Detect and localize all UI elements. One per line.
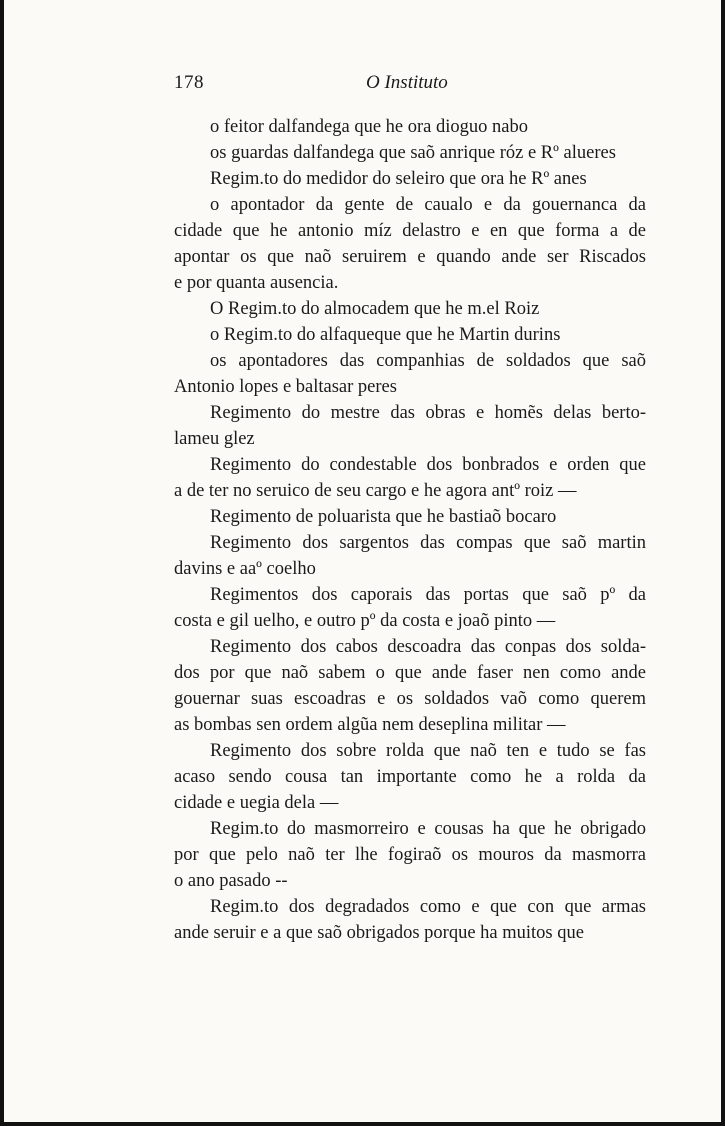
text-line: o apontador da gente de caualo e da gouernanca da (210, 195, 646, 215)
text-line: Regimento dos sobre rolda que naõ ten e tudo se fas (210, 741, 646, 761)
text-line: as bombas sen ordem algũa nem deseplina militar — (174, 715, 566, 735)
paragraph (174, 400, 646, 452)
paragraph (174, 816, 646, 894)
text-line: Regim.to do medidor do seleiro que ora he Rº anes (210, 169, 587, 189)
text-line: Regimento de poluarista que he bastiaõ bocaro (210, 507, 557, 527)
text-line: por que pelo naõ ter lhe fogiraõ os mouros da masmorra (174, 845, 646, 865)
page-number: 178 (174, 72, 204, 93)
text-line: davins e aaº coelho (174, 559, 316, 579)
paragraph (174, 582, 646, 634)
text-line: a de ter no seruico de seu cargo e he agora antº roiz — (174, 481, 577, 501)
text-line: Regimento do mestre das obras e homẽs delas berto- (210, 403, 646, 423)
text-line: acaso sendo cousa tan importante como he a rolda da (174, 767, 646, 787)
text-line: Regimento dos cabos descoadra das conpas dos solda- (210, 637, 646, 657)
body-text (174, 114, 646, 946)
text-line: cidade que he antonio míz delastro e en que forma a de (174, 221, 646, 241)
running-head: O Instituto (366, 72, 448, 93)
text-line: Regimento dos sargentos das compas que saõ martin (210, 533, 646, 553)
text-line: o Regim.to do alfaqueque que he Martin durins (210, 325, 561, 345)
text-line: o feitor dalfandega que he ora dioguo nabo (210, 117, 528, 137)
paragraph (174, 738, 646, 816)
text-line: Regim.to dos degradados como e que con que armas (210, 897, 646, 917)
paragraph (174, 894, 646, 946)
text-line: gouernar suas escoadras e os soldados vaõ como querem (174, 689, 646, 709)
paragraph (174, 530, 646, 582)
paragraph (174, 452, 646, 504)
text-line: o ano pasado -- (174, 871, 288, 891)
text-line: cidade e uegia dela — (174, 793, 339, 813)
paragraph (174, 348, 646, 400)
text-line: Regimento do condestable dos bonbrados e orden que (210, 455, 646, 475)
text-line: os apontadores das companhias de soldados que saõ (210, 351, 646, 371)
paragraph (174, 140, 646, 166)
text-line: ande seruir e a que saõ obrigados porque ha muitos que (174, 923, 584, 943)
paragraph (174, 166, 646, 192)
paragraph (174, 504, 646, 530)
paragraph (174, 634, 646, 738)
page-header (174, 72, 646, 98)
paragraph (174, 296, 646, 322)
text-line: os guardas dalfandega que saõ anrique róz e Rº alueres (210, 143, 616, 163)
paragraph (174, 192, 646, 296)
text-line: dos por que naõ sabem o que ande faser nen como ande (174, 663, 646, 683)
text-line: apontar os que naõ seruirem e quando ande ser Riscados (174, 247, 646, 267)
text-line: Regim.to do masmorreiro e cousas ha que he obrigado (210, 819, 646, 839)
paragraph (174, 114, 646, 140)
paragraph (174, 322, 646, 348)
text-line: costa e gil uelho, e outro pº da costa e joaõ pinto — (174, 611, 556, 631)
text-line: O Regim.to do almocadem que he m.el Roiz (210, 299, 540, 319)
text-line: e por quanta ausencia. (174, 273, 339, 293)
text-line: lameu glez (174, 429, 255, 449)
text-line: Regimentos dos caporais das portas que saõ pº da (210, 585, 646, 605)
text-line: Antonio lopes e baltasar peres (174, 377, 397, 397)
